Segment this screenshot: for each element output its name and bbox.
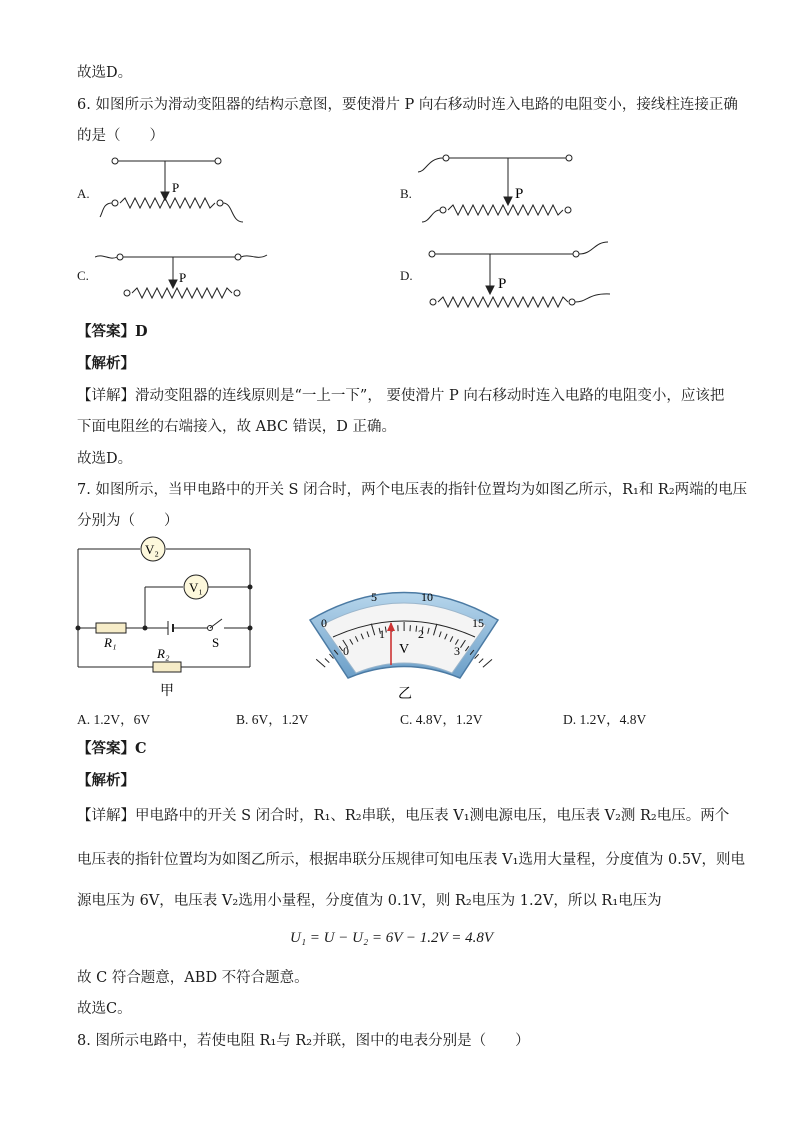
answer-6: 【答案】D [77,323,148,340]
text-line: 故 C 符合题意，ABD 不符合题意。 [77,970,309,986]
analysis-7: 【解析】 [77,772,135,789]
voltage-formula: U₁ = U − U₂ = 6V − 1.2V = 4.8V [290,930,493,946]
detail-7c: 源电压为 6V，电压表 V₂选用小量程，分度值为 0.1V，则 R₂电压为 1.2V，所以 R₁电压为 [77,893,662,909]
rheostat-figure-c [95,245,270,305]
question-6-cont: 的是（ ） [77,128,164,144]
text-line: 故选D。 [77,451,133,467]
question-7: 7. 如图所示，当甲电路中的开关 S 闭合时，两个电压表的指针位置均为如图乙所示，R₁和 R₂两端的电压 [77,482,748,498]
meter-tick [416,626,417,632]
choice-a: A. 1.2V，6V [77,712,151,727]
choice-b: B. 6V，1.2V [236,712,309,727]
scale-small-0: 0 [343,644,349,658]
detail-7b: 电压表的指针位置均为如图乙所示，根据串联分压规律可知电压表 V₁选用大量程，分度值为 0.5V，则电 [77,852,746,868]
scale-big-0: 0 [321,616,327,630]
question-6: 6. 如图所示为滑动变阻器的结构示意图，要使滑片 P 向右移动时连入电路的电阻变小，接线柱连接正确 [77,97,738,113]
voltmeter-dial [300,575,520,705]
detail-6b: 下面电阻丝的右端接入，故 ABC 错误，D 正确。 [77,419,396,435]
rheostat-figure-a [95,150,245,225]
v1-label: V₁ [189,580,203,595]
question-7-cont: 分别为（ ） [77,513,179,529]
text-line: 故选D。 [77,65,133,81]
meter-tick [316,659,325,667]
detail-6a: 【详解】滑动变阻器的连线原则是“一上一下”， 要使滑片 P 向右移动时连入电路的电阻变小，应该把 [77,388,725,404]
meter-tick [483,659,492,667]
scale-big-5: 5 [371,590,377,604]
analysis-6: 【解析】 [77,355,135,372]
scale-big-15: 15 [472,616,484,630]
choice-d: D. 1.2V，4.8V [563,712,647,727]
circuit-caption: 甲 [160,684,174,699]
detail-7a: 【详解】甲电路中的开关 S 闭合时，R₁、R₂串联，电压表 V₁测电源电压，电压表 V₂测 R₂电压。两个 [77,808,730,824]
scale-small-2: 2 [418,627,424,641]
rheostat-figure-b [418,150,588,225]
scale-small-3: 3 [454,644,460,658]
choice-c: C. 4.8V，1.2V [400,712,483,727]
option-c-label: C. [77,268,89,283]
meter-tick [325,659,329,663]
rheostat-figure-d [418,238,618,313]
option-b-label: B. [400,186,412,201]
meter-caption: 乙 [398,687,412,702]
scale-big-10: 10 [421,590,433,604]
r1-label: R₁ [104,635,117,650]
option-a-label: A. [77,186,90,201]
question-8: 8. 图所示电路中，若使电阻 R₁与 R₂并联，图中的电表分别是（ ） [77,1033,530,1049]
scale-small-1: 1 [379,627,385,641]
v2-label: V₂ [145,542,159,557]
circuit-diagram [70,535,270,705]
slider-p-label: P [498,276,507,292]
text-line: 故选C。 [77,1001,132,1017]
slider-p-label: P [515,186,524,202]
answer-7: 【答案】C [77,740,147,757]
meter-unit: V [399,642,410,657]
slider-p-label: P [172,180,180,195]
slider-p-label: P [179,270,187,285]
meter-tick [479,659,483,663]
r2-label: R₂ [157,646,170,661]
switch-label: S [212,635,220,650]
option-d-label: D. [400,268,413,283]
